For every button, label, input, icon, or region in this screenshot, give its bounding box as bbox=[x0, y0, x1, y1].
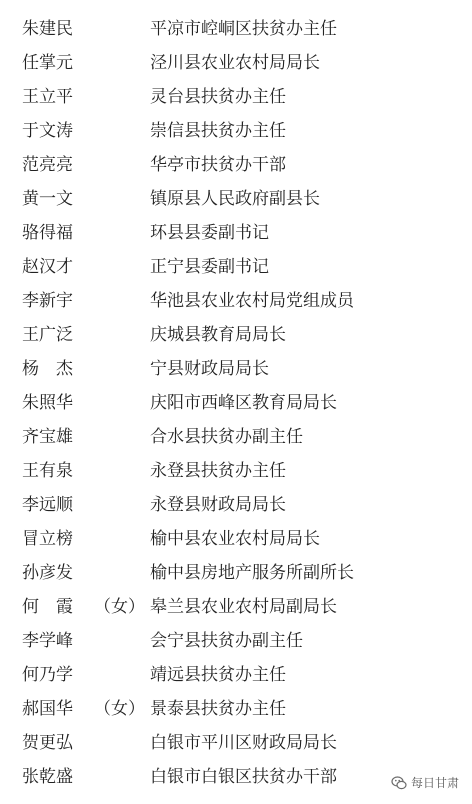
person-name: 于文涛 bbox=[22, 121, 73, 141]
list-item bbox=[0, 250, 472, 284]
watermark bbox=[388, 773, 462, 792]
list-item bbox=[0, 114, 472, 148]
job-title: 皋兰县农业农村局副局长 bbox=[150, 597, 337, 617]
job-title: 永登县财政局局长 bbox=[150, 495, 286, 515]
job-title: 白银市白银区扶贫办干部 bbox=[150, 767, 337, 787]
gender-note: （女） bbox=[94, 597, 145, 617]
watermark-text: 每日甘肃 bbox=[410, 776, 459, 790]
person-name: 朱建民 bbox=[22, 19, 73, 39]
person-name: 齐宝雄 bbox=[22, 427, 73, 447]
list-item bbox=[0, 182, 472, 216]
job-title: 会宁县扶贫办副主任 bbox=[150, 631, 303, 651]
list-item bbox=[0, 148, 472, 182]
job-title: 靖远县扶贫办主任 bbox=[150, 665, 286, 685]
person-name: 任掌元 bbox=[22, 53, 73, 73]
person-name: 王立平 bbox=[22, 87, 73, 107]
job-title: 合水县扶贫办副主任 bbox=[150, 427, 303, 447]
list-item bbox=[0, 46, 472, 80]
list-item bbox=[0, 726, 472, 760]
job-title: 宁县财政局局长 bbox=[150, 359, 269, 379]
person-name: 黄一文 bbox=[22, 189, 73, 209]
person-name: 张乾盛 bbox=[22, 767, 73, 787]
person-name: 王有泉 bbox=[22, 461, 73, 481]
person-name: 李远顺 bbox=[22, 495, 73, 515]
list-item bbox=[0, 658, 472, 692]
job-title: 灵台县扶贫办主任 bbox=[150, 87, 286, 107]
job-title: 平凉市崆峒区扶贫办主任 bbox=[150, 19, 337, 39]
list-item bbox=[0, 556, 472, 590]
job-title: 榆中县农业农村局局长 bbox=[150, 529, 320, 549]
job-title: 华亭市扶贫办干部 bbox=[150, 155, 286, 175]
gender-note: （女） bbox=[94, 699, 145, 719]
job-title: 崇信县扶贫办主任 bbox=[150, 121, 286, 141]
person-name: 朱照华 bbox=[22, 393, 73, 413]
job-title: 正宁县委副书记 bbox=[150, 257, 269, 277]
person-name: 骆得福 bbox=[22, 223, 73, 243]
person-name: 李新宇 bbox=[22, 291, 73, 311]
wechat-icon bbox=[391, 775, 407, 791]
person-name: 郝国华 bbox=[22, 699, 73, 719]
list-item bbox=[0, 318, 472, 352]
person-name: 范亮亮 bbox=[22, 155, 73, 175]
person-name: 赵汉才 bbox=[22, 257, 73, 277]
job-title: 永登县扶贫办主任 bbox=[150, 461, 286, 481]
list-item bbox=[0, 488, 472, 522]
person-name: 冒立榜 bbox=[22, 529, 73, 549]
person-name: 杨 杰 bbox=[22, 359, 73, 379]
list-item bbox=[0, 12, 472, 46]
person-name: 王广泛 bbox=[22, 325, 73, 345]
list-item bbox=[0, 284, 472, 318]
list-item bbox=[0, 522, 472, 556]
person-name: 李学峰 bbox=[22, 631, 73, 651]
person-name: 贺更弘 bbox=[22, 733, 73, 753]
job-title: 景泰县扶贫办主任 bbox=[150, 699, 286, 719]
job-title: 泾川县农业农村局局长 bbox=[150, 53, 320, 73]
job-title: 环县县委副书记 bbox=[150, 223, 269, 243]
list-item bbox=[0, 80, 472, 114]
list-item bbox=[0, 216, 472, 250]
list-item bbox=[0, 386, 472, 420]
job-title: 镇原县人民政府副县长 bbox=[150, 189, 320, 209]
list-item bbox=[0, 352, 472, 386]
list-item bbox=[0, 692, 472, 726]
person-name: 孙彦发 bbox=[22, 563, 73, 583]
person-name: 何 霞 bbox=[22, 597, 73, 617]
job-title: 庆阳市西峰区教育局局长 bbox=[150, 393, 337, 413]
list-item bbox=[0, 420, 472, 454]
job-title: 庆城县教育局局长 bbox=[150, 325, 286, 345]
name-list bbox=[0, 12, 472, 794]
list-item bbox=[0, 624, 472, 658]
job-title: 华池县农业农村局党组成员 bbox=[150, 291, 354, 311]
job-title: 白银市平川区财政局局长 bbox=[150, 733, 337, 753]
person-name: 何乃学 bbox=[22, 665, 73, 685]
list-item bbox=[0, 590, 472, 624]
list-item bbox=[0, 454, 472, 488]
job-title: 榆中县房地产服务所副所长 bbox=[150, 563, 354, 583]
